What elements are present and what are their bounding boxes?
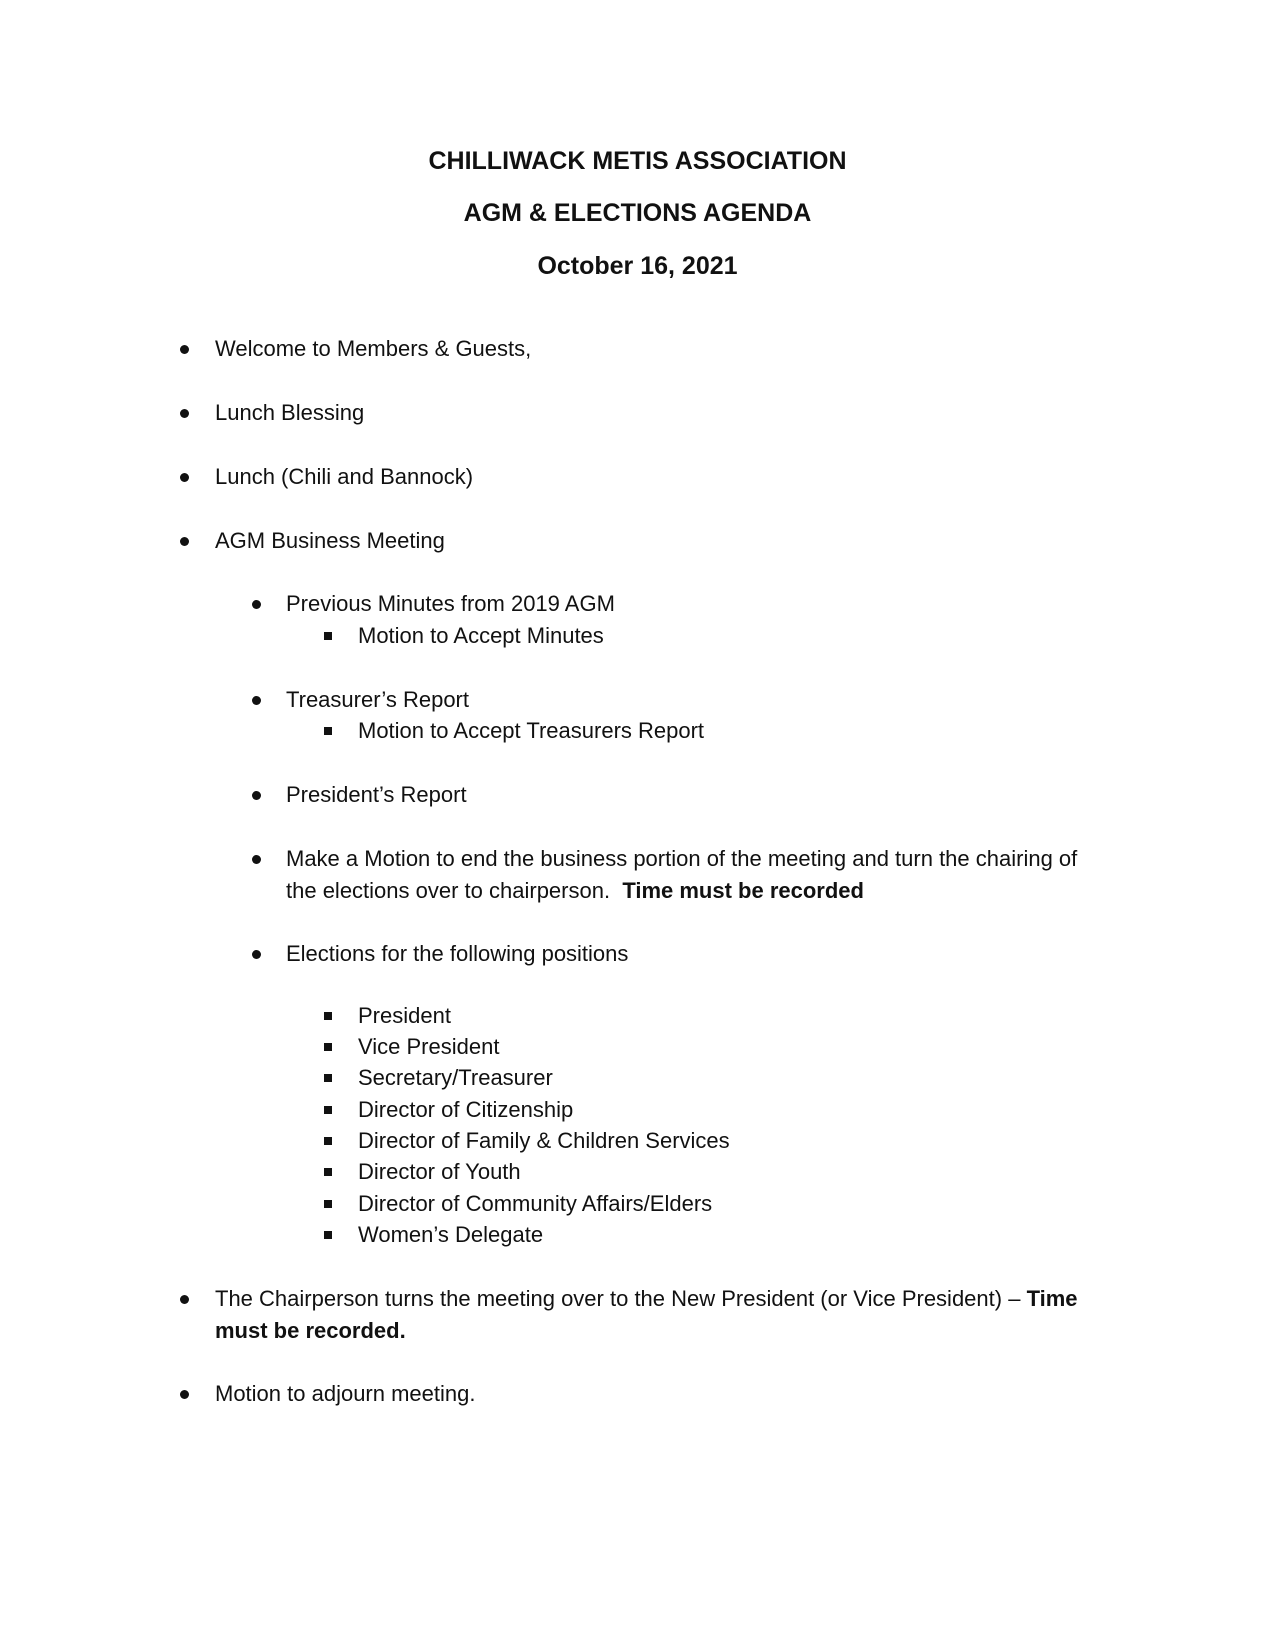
agenda-item-adjourn: Motion to adjourn meeting. [215, 1381, 476, 1406]
agenda-subitem-accept-treasurer: Motion to Accept Treasurers Report [358, 718, 705, 743]
square-bullet-icon [324, 1137, 332, 1145]
agenda-item-welcome: Welcome to Members & Guests, [215, 336, 532, 361]
meeting-date: October 16, 2021 [537, 252, 738, 280]
bullet-icon [180, 1295, 189, 1304]
agenda-item-lunch: Lunch (Chili and Bannock) [215, 464, 474, 489]
position-item: Director of Citizenship [358, 1097, 574, 1122]
bullet-icon [252, 950, 261, 959]
bullet-icon [252, 855, 261, 864]
square-bullet-icon [324, 1012, 332, 1020]
position-item: Director of Youth [358, 1159, 521, 1184]
time-recorded-note: Time must be recorded [622, 878, 864, 903]
agenda-item-chair-turnover [215, 1283, 1085, 1347]
position-item: Secretary/Treasurer [358, 1065, 553, 1090]
bullet-icon [180, 1390, 189, 1399]
square-bullet-icon [324, 632, 332, 640]
position-item: Vice President [358, 1034, 500, 1059]
position-item: Director of Community Affairs/Elders [358, 1191, 713, 1216]
organization-name: CHILLIWACK METIS ASSOCIATION [428, 147, 847, 175]
square-bullet-icon [324, 1200, 332, 1208]
bullet-icon [252, 791, 261, 800]
bullet-icon [252, 696, 261, 705]
bullet-icon [180, 345, 189, 354]
agenda-title: AGM & ELECTIONS AGENDA [463, 199, 812, 227]
bullet-icon [180, 473, 189, 482]
square-bullet-icon [324, 1168, 332, 1176]
time-recorded-note: Time must be recorded. [215, 1286, 1078, 1343]
motion-end-text: Make a Motion to end the business portion of the meeting and turn the chairing of the elections over to chairperson. [286, 846, 1078, 903]
square-bullet-icon [324, 727, 332, 735]
agenda-subitem-elections: Elections for the following positions [286, 941, 629, 966]
agenda-subitem-treasurer-report: Treasurer’s Report [286, 687, 469, 712]
square-bullet-icon [324, 1074, 332, 1082]
agenda-subitem-previous-minutes: Previous Minutes from 2019 AGM [286, 591, 615, 616]
agenda-item-business: AGM Business Meeting [215, 528, 445, 553]
square-bullet-icon [324, 1231, 332, 1239]
agenda-subitem-motion-end [286, 843, 1086, 907]
position-item: President [358, 1003, 451, 1028]
agenda-item-blessing: Lunch Blessing [215, 400, 365, 425]
square-bullet-icon [324, 1043, 332, 1051]
bullet-icon [180, 409, 189, 418]
square-bullet-icon [324, 1106, 332, 1114]
chair-turnover-text: The Chairperson turns the meeting over to the New President (or Vice President) – [215, 1286, 1021, 1311]
position-item: Women’s Delegate [358, 1222, 544, 1247]
position-item: Director of Family & Children Services [358, 1128, 730, 1153]
bullet-icon [252, 600, 261, 609]
bullet-icon [180, 537, 189, 546]
agenda-subitem-president-report: President’s Report [286, 782, 467, 807]
agenda-subitem-accept-minutes: Motion to Accept Minutes [358, 623, 604, 648]
